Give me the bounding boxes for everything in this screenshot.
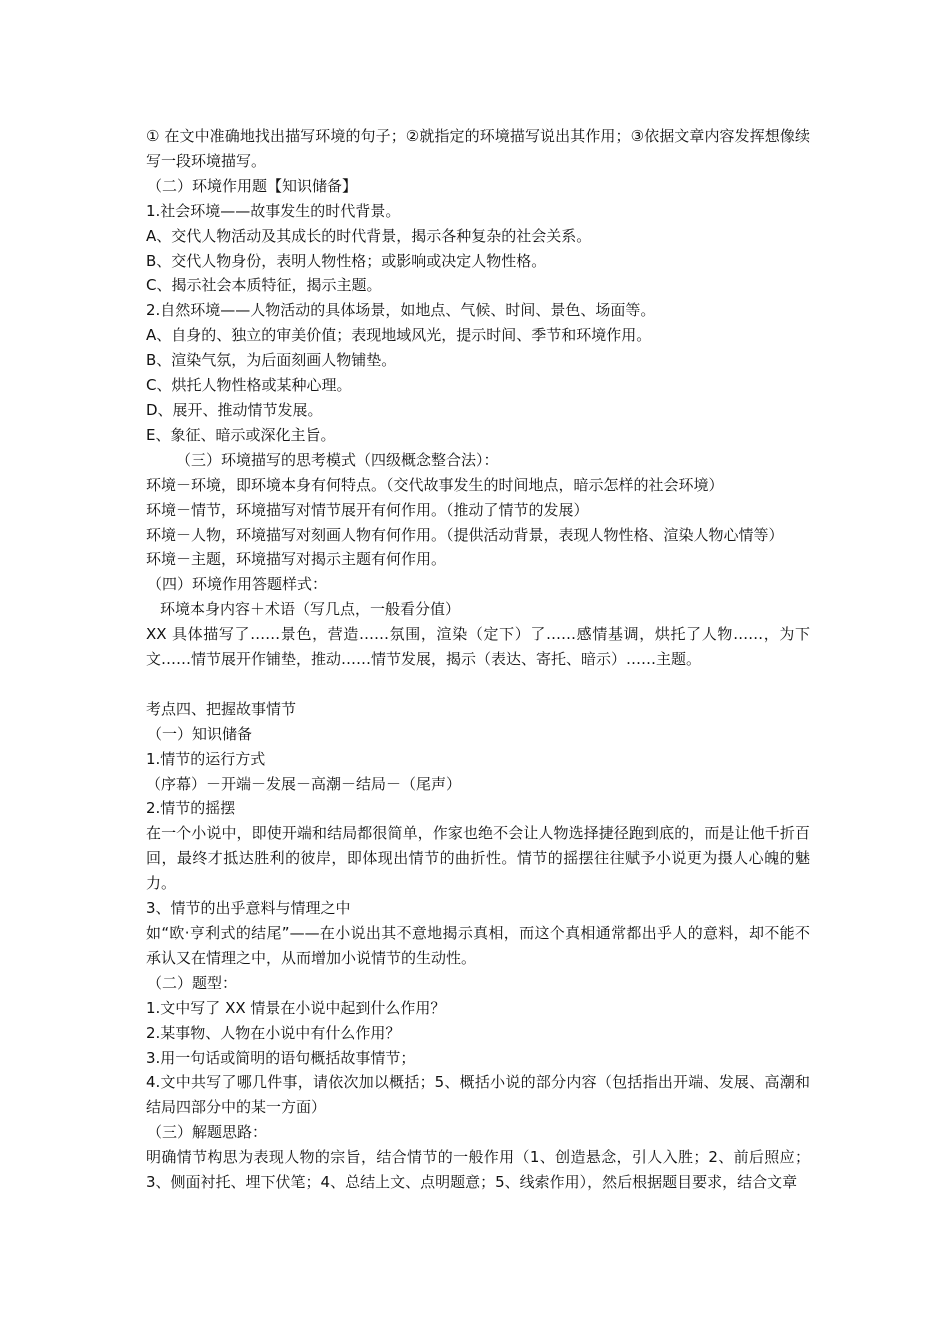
section-heading: 考点四、把握故事情节 [146,699,297,718]
text-line: 2.自然环境——人物活动的具体场景，如地点、气候、时间、景色、场面等。 [146,301,656,320]
text-line: 1.情节的运行方式 [146,749,266,768]
text-line: B、渲染气氛，为后面刻画人物铺垫。 [146,351,397,370]
text-line: 4.文中共写了哪几件事，请依次加以概括；5、概括小说的部分内容（包括指出开端、发展、高潮和结局四部分中的某一方面） [146,1073,810,1117]
text-line: C、揭示社会本质特征，揭示主题。 [146,276,382,295]
section-heading: （四）环境作用答题样式： [147,575,328,594]
section-heading: （一）知识储备 [147,724,253,743]
text-line: 1.社会环境——故事发生的时代背景。 [146,201,401,220]
text-line: 环境－人物，环境描写对刻画人物有何作用。（提供活动背景，表现人物性格、渲染人物心情等） [146,525,784,544]
text-line: XX 具体描写了……景色，营造……氛围，渲染（定下）了……感情基调，烘托了人物……，为下文……情节展开作铺垫，推动……情节发展，揭示（表达、寄托、暗示）……主题。 [146,625,810,669]
text-line: 在一个小说中，即使开端和结局都很简单，作家也绝不会让人物选择捷径跑到底的，而是让他千折百回，最终才抵达胜利的彼岸，即体现出情节的曲折性。情节的摇摆往往赋予小说更为摄人心魄的魅力。 [146,824,810,893]
text-line: E、象征、暗示或深化主旨。 [146,425,336,444]
text-line: 2.某事物、人物在小说中有什么作用？ [146,1023,401,1042]
text-line: 环境－环境，即环境本身有何特点。（交代故事发生的时间地点，暗示怎样的社会环境） [146,475,724,494]
section-heading: （二）环境作用题【知识储备】 [147,176,358,195]
text-line: A、交代人物活动及其成长的时代背景，揭示各种复杂的社会关系。 [146,226,592,245]
section-heading: （二）题型： [147,973,238,992]
text-line: 3、情节的出乎意料与情理之中 [146,899,351,918]
text-line: A、自身的、独立的审美价值；表现地域风光，提示时间、季节和环境作用。 [146,326,652,345]
text-line: 环境－主题，环境描写对揭示主题有何作用。 [146,550,447,569]
text-line: C、烘托人物性格或某种心理。 [146,376,352,395]
section-heading: （三）解题思路： [147,1123,268,1142]
text-line: 环境本身内容＋术语（写几点，一般看分值） [160,600,461,619]
text-line: （序幕）－开端－发展－高潮－结局－（尾声） [146,774,462,793]
text-line: B、交代人物身份，表明人物性格；或影响或决定人物性格。 [146,251,547,270]
text-line: D、展开、推动情节发展。 [146,400,323,419]
text-line: ① 在文中准确地找出描写环境的句子；②就指定的环境描写说出其作用；③依据文章内容发挥想像续写一段环境描写。 [146,127,810,170]
text-line: 2.情节的摇摆 [146,799,236,818]
text-line: 3.用一句话或简明的语句概括故事情节； [146,1048,416,1067]
text-line: 明确情节构思为表现人物的宗旨，结合情节的一般作用（1、创造悬念，引人入胜；2、前后照应；3、侧面衬托、埋下伏笔；4、总结上文、点明题意；5、线索作用），然后根据题目要求，结合文章 [146,1148,810,1192]
text-line: 1.文中写了 XX 情景在小说中起到什么作用？ [146,998,446,1017]
text-line: 如“欧·亨利式的结尾”——在小说出其不意地揭示真相，而这个真相通常都出乎人的意料，却不能不承认又在情理之中，从而增加小说情节的生动性。 [146,923,810,967]
blank-line [146,672,810,697]
document-page [146,124,810,1195]
section-heading: （三）环境描写的思考模式（四级概念整合法）： [176,450,499,469]
text-line: 环境－情节，环境描写对情节展开有何作用。（推动了情节的发展） [146,500,589,519]
